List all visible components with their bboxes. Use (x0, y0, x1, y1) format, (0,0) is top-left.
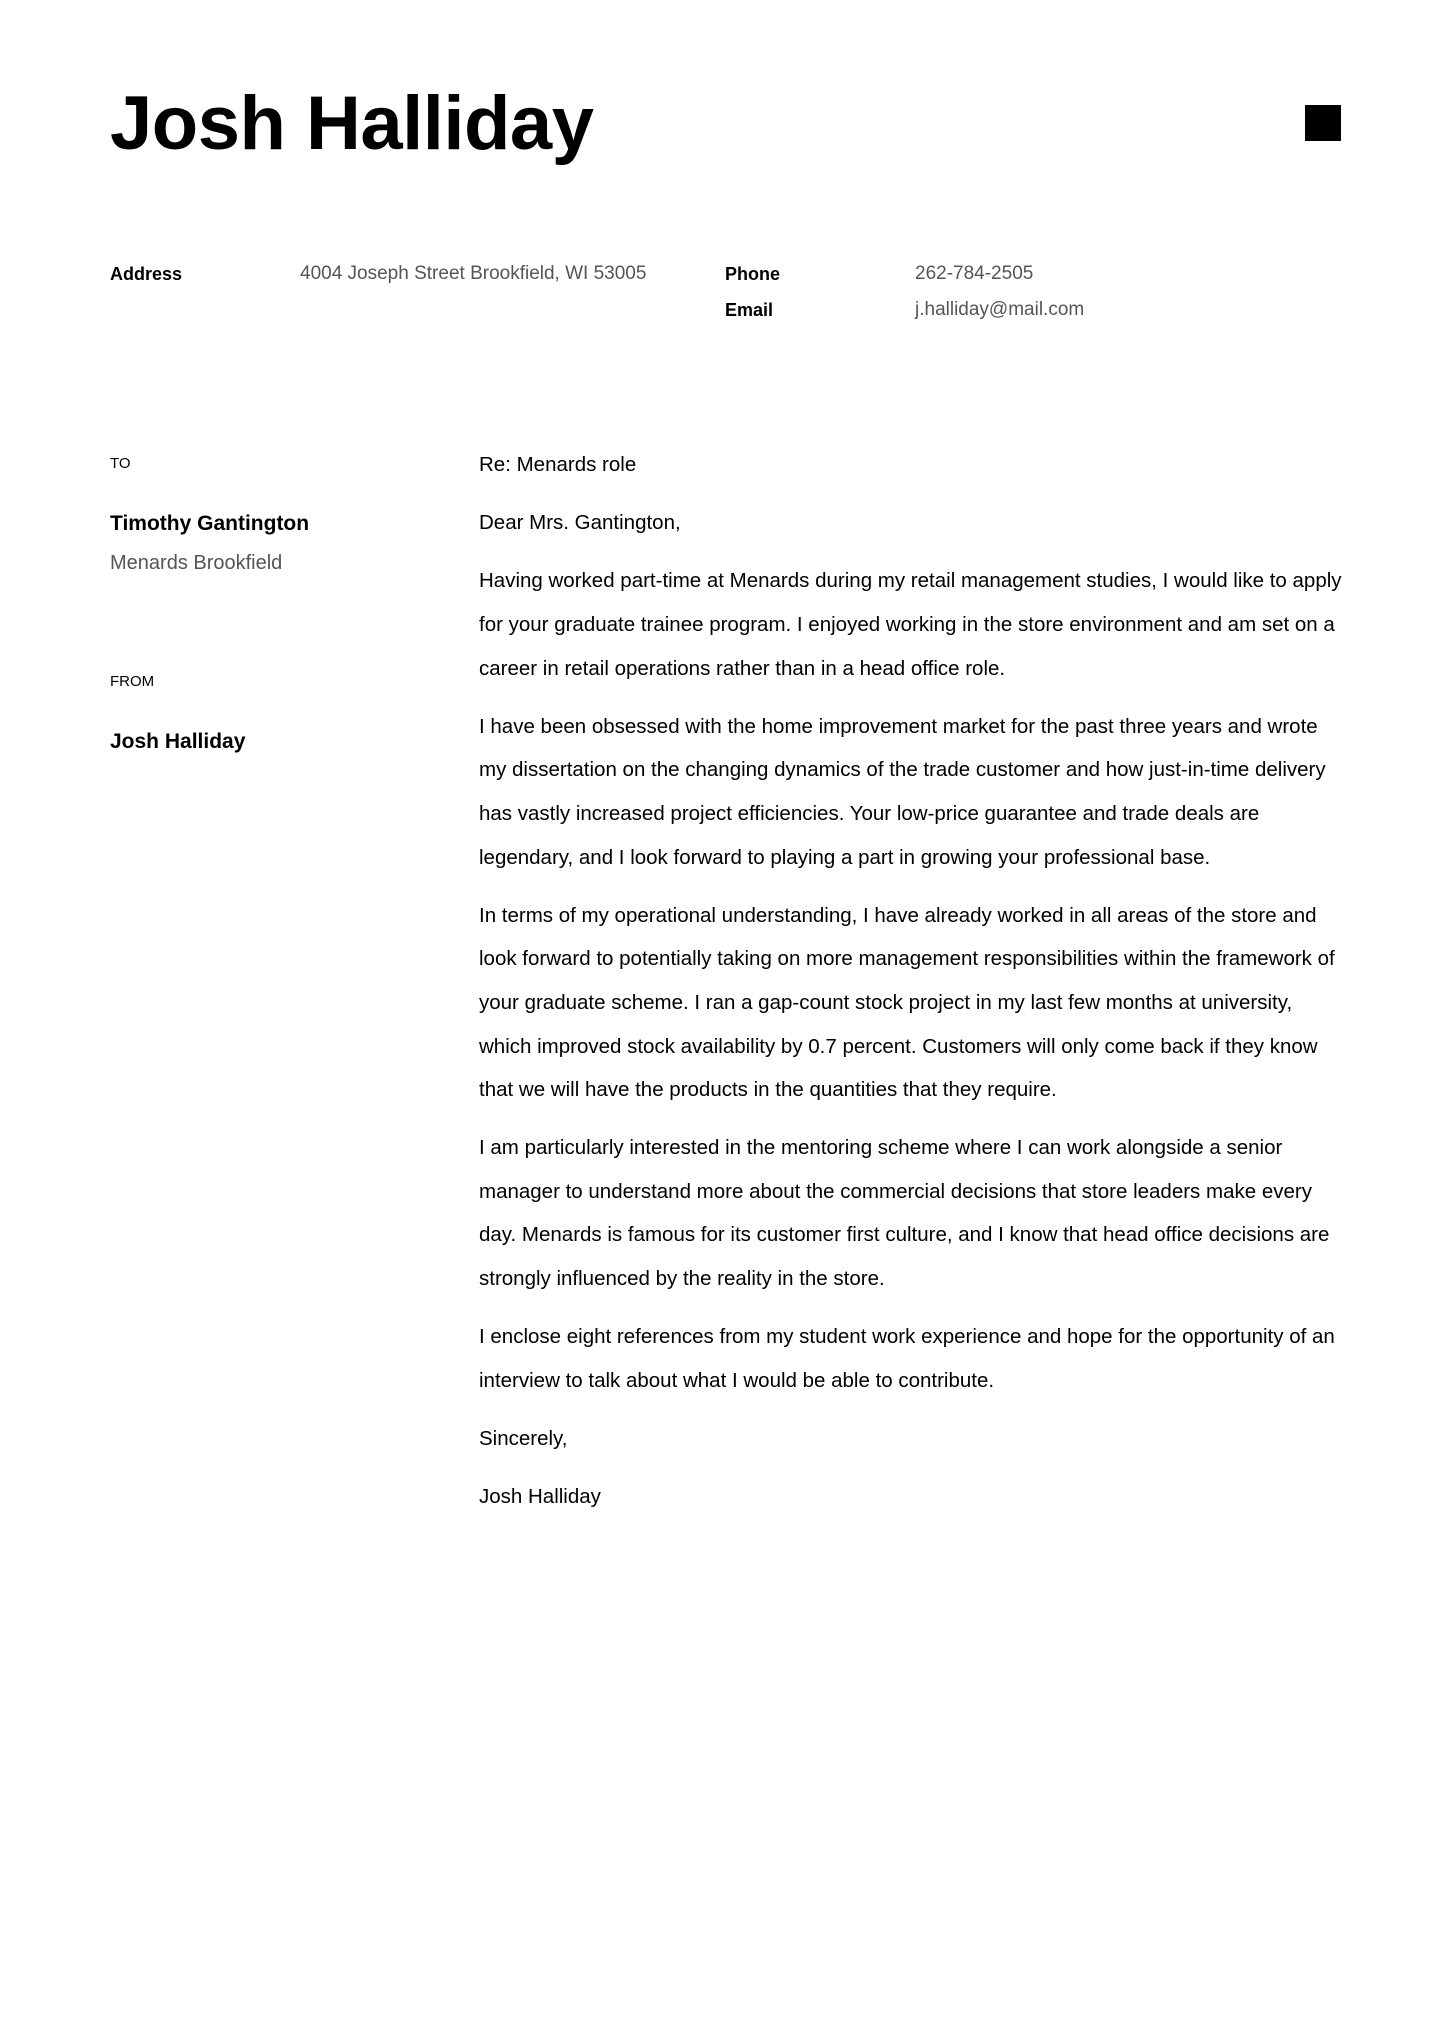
letter-signature: Josh Halliday (479, 1485, 601, 1509)
phone-label: Phone (725, 264, 781, 284)
to-label: TO (110, 455, 131, 472)
letter-closing: Sincerely, (479, 1427, 568, 1451)
email-label: Email (725, 300, 774, 320)
applicant-name: Josh Halliday (110, 81, 594, 166)
letter-paragraph: I enclose eight references from my student work experience and hope for the opportunity of an interview to talk about what I would be able to contribute. (479, 1325, 1335, 1392)
letter-paragraph: Having worked part-time at Menards during my retail management studies, I would like to apply for your graduate trainee program. I enjoyed working in the store environment and am set on a career in retail operations rather than in a head office role. (479, 569, 1342, 680)
letter-paragraph: In terms of my operational understanding, I have already worked in all areas of the store and look forward to potentially taking on more management responsibilities within the framework of your graduate scheme. I ran a gap-count stock project in my last few months at university, which improved stock availability by 0.7 percent. Customers will only come back if they know that we will have the products in the quantities that they require. (479, 903, 1335, 1102)
letter-paragraph: I am particularly interested in the mentoring scheme where I can work alongside a senior manager to understand more about the commercial decisions that store leaders make every day. Menards is famous for its customer first culture, and I know that head office decisions are strongly influenced by the reality in the store. (479, 1136, 1330, 1291)
letter-body (479, 443, 1345, 1533)
email-value: j.halliday@mail.com (915, 299, 1085, 320)
address-value: 4004 Joseph Street Brookfield, WI 53005 (300, 263, 647, 284)
letter-salutation: Dear Mrs. Gantington, (479, 511, 681, 535)
from-label: FROM (110, 673, 155, 690)
letter-paragraph: I have been obsessed with the home improvement market for the past three years and wrote my dissertation on the changing dynamics of the trade customer and how just-in-time delivery has vastly increased project efficiencies. Your low-price guarantee and trade deals are legendary, and I look forward to playing a part in growing your professional base. (479, 714, 1326, 869)
letter-subject: Re: Menards role (479, 453, 637, 476)
sender-name: Josh Halliday (110, 730, 246, 753)
recipient-name: Timothy Gantington (110, 512, 310, 535)
phone-value: 262-784-2505 (915, 263, 1034, 284)
recipient-company: Menards Brookfield (110, 552, 283, 574)
square-icon (1305, 105, 1341, 141)
address-label: Address (110, 264, 183, 284)
